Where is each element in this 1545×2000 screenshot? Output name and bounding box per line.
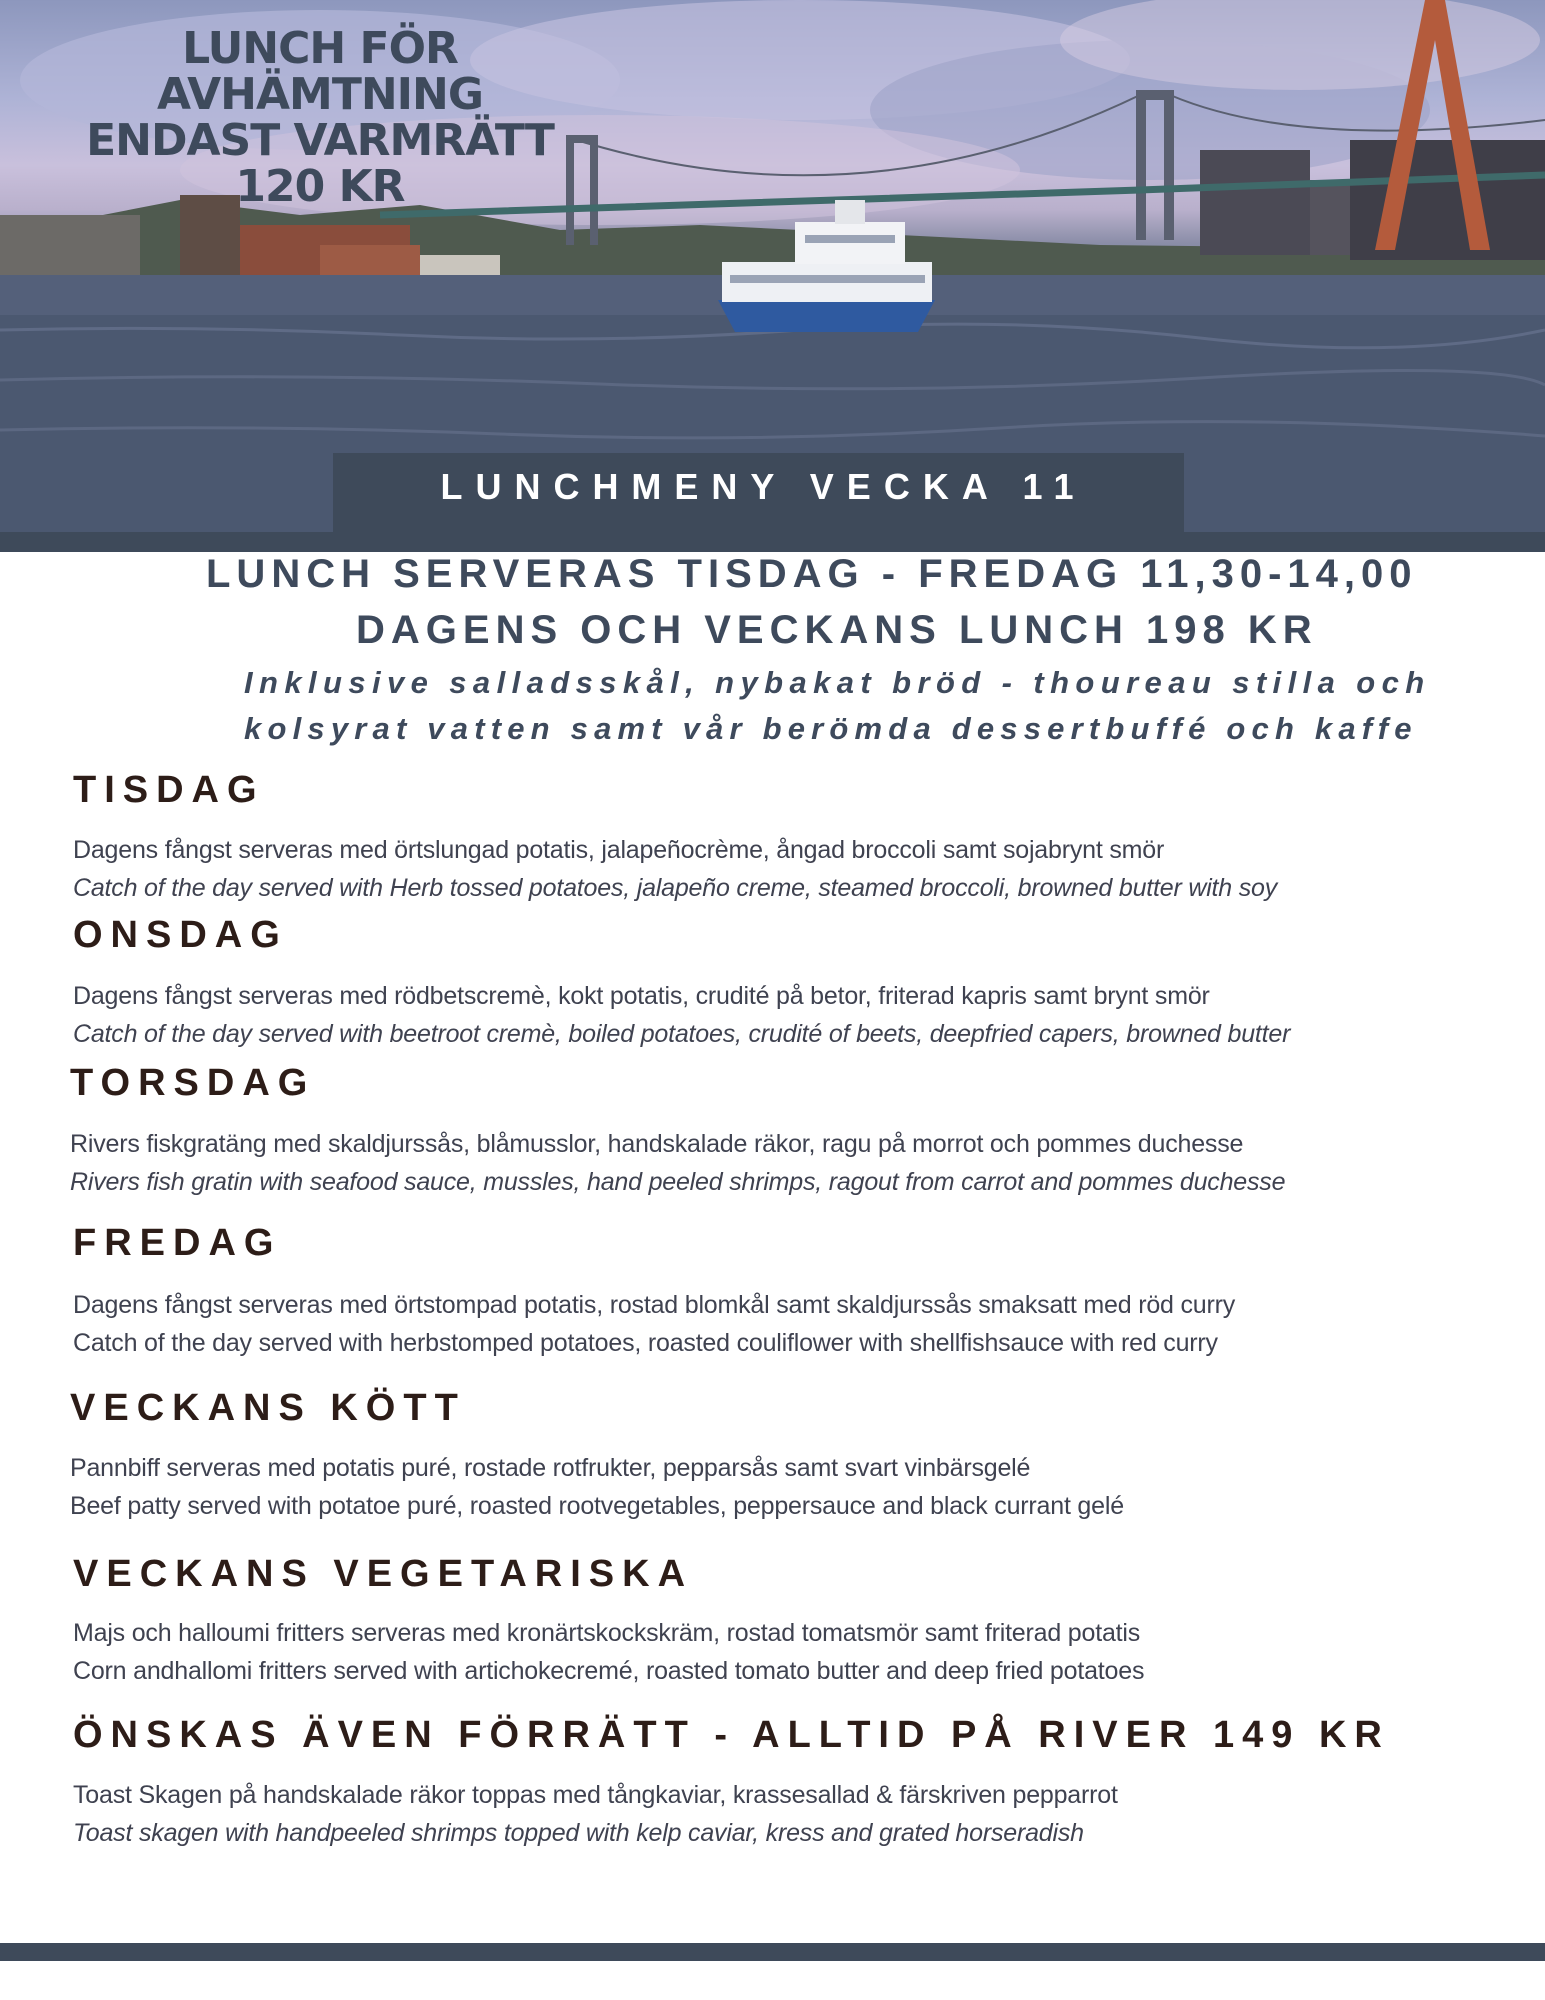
dish-english: Corn andhallomi fritters served with artichokecremé, roasted tomato butter and deep fried potatoes <box>73 1657 1145 1685</box>
dish-english: Catch of the day served with herbstomped potatoes, roasted couliflower with shellfishsauce with red curry <box>73 1329 1218 1357</box>
promo-line: ENDAST VARMRÄTT <box>86 115 554 166</box>
day-title: VECKANS VEGETARISKA <box>73 1553 694 1595</box>
dish-swedish: Dagens fångst serveras med rödbetscremè, kokt potatis, crudité på betor, friterad kapris samt brynt smör <box>73 982 1210 1010</box>
day-title: FREDAG <box>73 1222 282 1264</box>
dish-english: Toast skagen with handpeeled shrimps topped with kelp caviar, kress and grated horseradish <box>73 1819 1084 1847</box>
menu-week-banner: LUNCHMENY VECKA 11 <box>333 453 1184 552</box>
dish-english: Beef patty served with potatoe puré, roasted rootvegetables, peppersauce and black currant gelé <box>70 1492 1124 1520</box>
lunch-price: DAGENS OCH VECKANS LUNCH 198 KR <box>356 608 1318 652</box>
day-title: ONSDAG <box>73 914 288 956</box>
dish-swedish: Dagens fångst serveras med örtstompad potatis, rostad blomkål samt skaldjurssås smaksatt med röd curry <box>73 1291 1236 1319</box>
promo-line: LUNCH FÖR <box>182 23 458 74</box>
day-title: ÖNSKAS ÄVEN FÖRRÄTT - ALLTID PÅ RIVER 149 KR <box>73 1714 1390 1756</box>
dish-swedish: Dagens fångst serveras med örtslungad potatis, jalapeñocrème, ångad broccoli samt sojabrynt smör <box>73 836 1165 864</box>
promo-line: AVHÄMTNING <box>157 69 483 120</box>
dish-swedish: Majs och halloumi fritters serveras med kronärtskockskräm, rostad tomatsmör samt friterad potatis <box>73 1619 1141 1647</box>
dish-swedish: Toast Skagen på handskalade räkor toppas med tångkaviar, krassesallad & färskriven pepparrot <box>73 1781 1118 1809</box>
dish-swedish: Rivers fiskgratäng med skaldjurssås, blåmusslor, handskalade räkor, ragu på morrot och pommes duchesse <box>70 1130 1244 1158</box>
dish-english: Catch of the day served with beetroot cremè, boiled potatoes, crudité of beets, deepfried capers, browned butter <box>73 1020 1291 1048</box>
dish-english: Rivers fish gratin with seafood sauce, mussles, hand peeled shrimps, ragout from carrot and pommes duchesse <box>70 1168 1286 1196</box>
day-title: TORSDAG <box>70 1062 316 1104</box>
serving-hours: LUNCH SERVERAS TISDAG - FREDAG 11,30-14,00 <box>206 552 1418 596</box>
included-note-line-1: Inklusive salladsskål, nybakat bröd - thoureau stilla och <box>244 665 1431 700</box>
day-title: VECKANS KÖTT <box>70 1387 466 1429</box>
footer-divider <box>0 1943 1545 1961</box>
day-title: TISDAG <box>73 769 265 811</box>
dish-english: Catch of the day served with Herb tossed potatoes, jalapeño creme, steamed broccoli, browned butter with soy <box>73 874 1278 902</box>
promo-price: 120 KR <box>235 161 405 212</box>
takeaway-promo <box>70 23 570 212</box>
dish-swedish: Pannbiff serveras med potatis puré, rostade rotfrukter, pepparsås samt svart vinbärsgelé <box>70 1454 1031 1482</box>
included-note-line-2: kolsyrat vatten samt vår berömda dessertbuffé och kaffe <box>244 711 1418 746</box>
hero-image <box>0 0 1545 552</box>
